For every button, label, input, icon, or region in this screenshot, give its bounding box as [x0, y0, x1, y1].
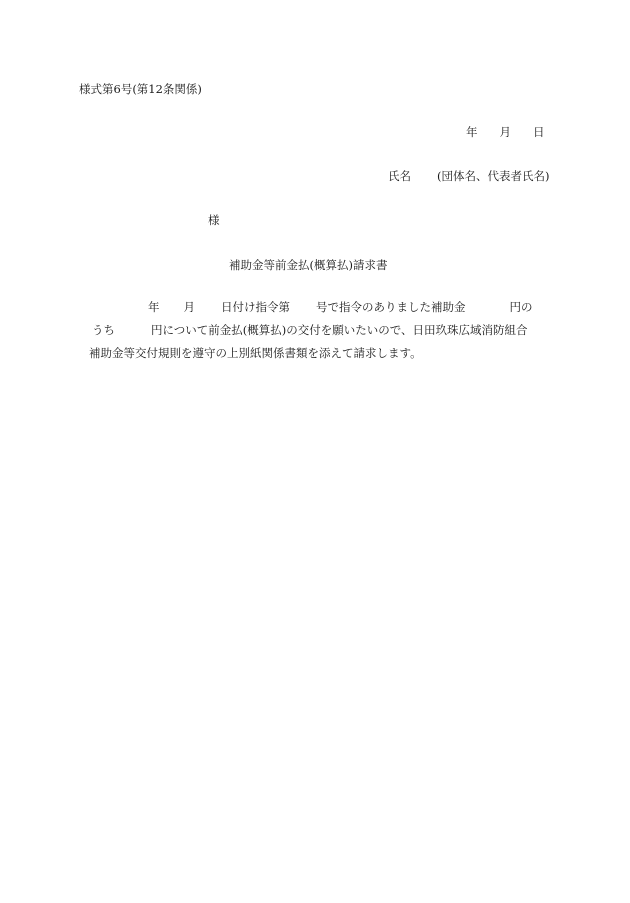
body-line-1 — [92, 302, 552, 325]
signer-name-note: (団体名、代表者氏名) — [437, 169, 550, 183]
body-line2-rest: 円について前金払(概算払)の交付を願いたいので、日田玖珠広域消防組合 — [151, 323, 528, 337]
body-line-2 — [92, 325, 552, 348]
body-yen: 円の — [509, 300, 533, 314]
body-paragraph — [89, 300, 552, 371]
body-day-text: 日付け指令第 — [221, 300, 290, 314]
date-month-label: 月 — [499, 125, 511, 139]
document-title: 補助金等前金払(概算払)請求書 — [229, 258, 388, 272]
body-year: 年 — [148, 300, 160, 314]
body-month: 月 — [183, 300, 195, 314]
signer-line — [388, 171, 549, 183]
addressee-honorific: 様 — [208, 213, 220, 227]
date-year-label: 年 — [466, 125, 478, 139]
form-number: 様式第6号(第12条関係) — [79, 82, 202, 96]
date-line — [466, 127, 545, 139]
body-line2-start: うち — [92, 323, 115, 337]
signer-name-label: 氏名 — [388, 169, 411, 183]
date-day-label: 日 — [533, 125, 545, 139]
body-line-3: 補助金等交付規則を遵守の上別紙関係書類を添えて請求します。 — [89, 346, 422, 360]
body-number-text: 号で指令のありました補助金 — [316, 300, 466, 314]
